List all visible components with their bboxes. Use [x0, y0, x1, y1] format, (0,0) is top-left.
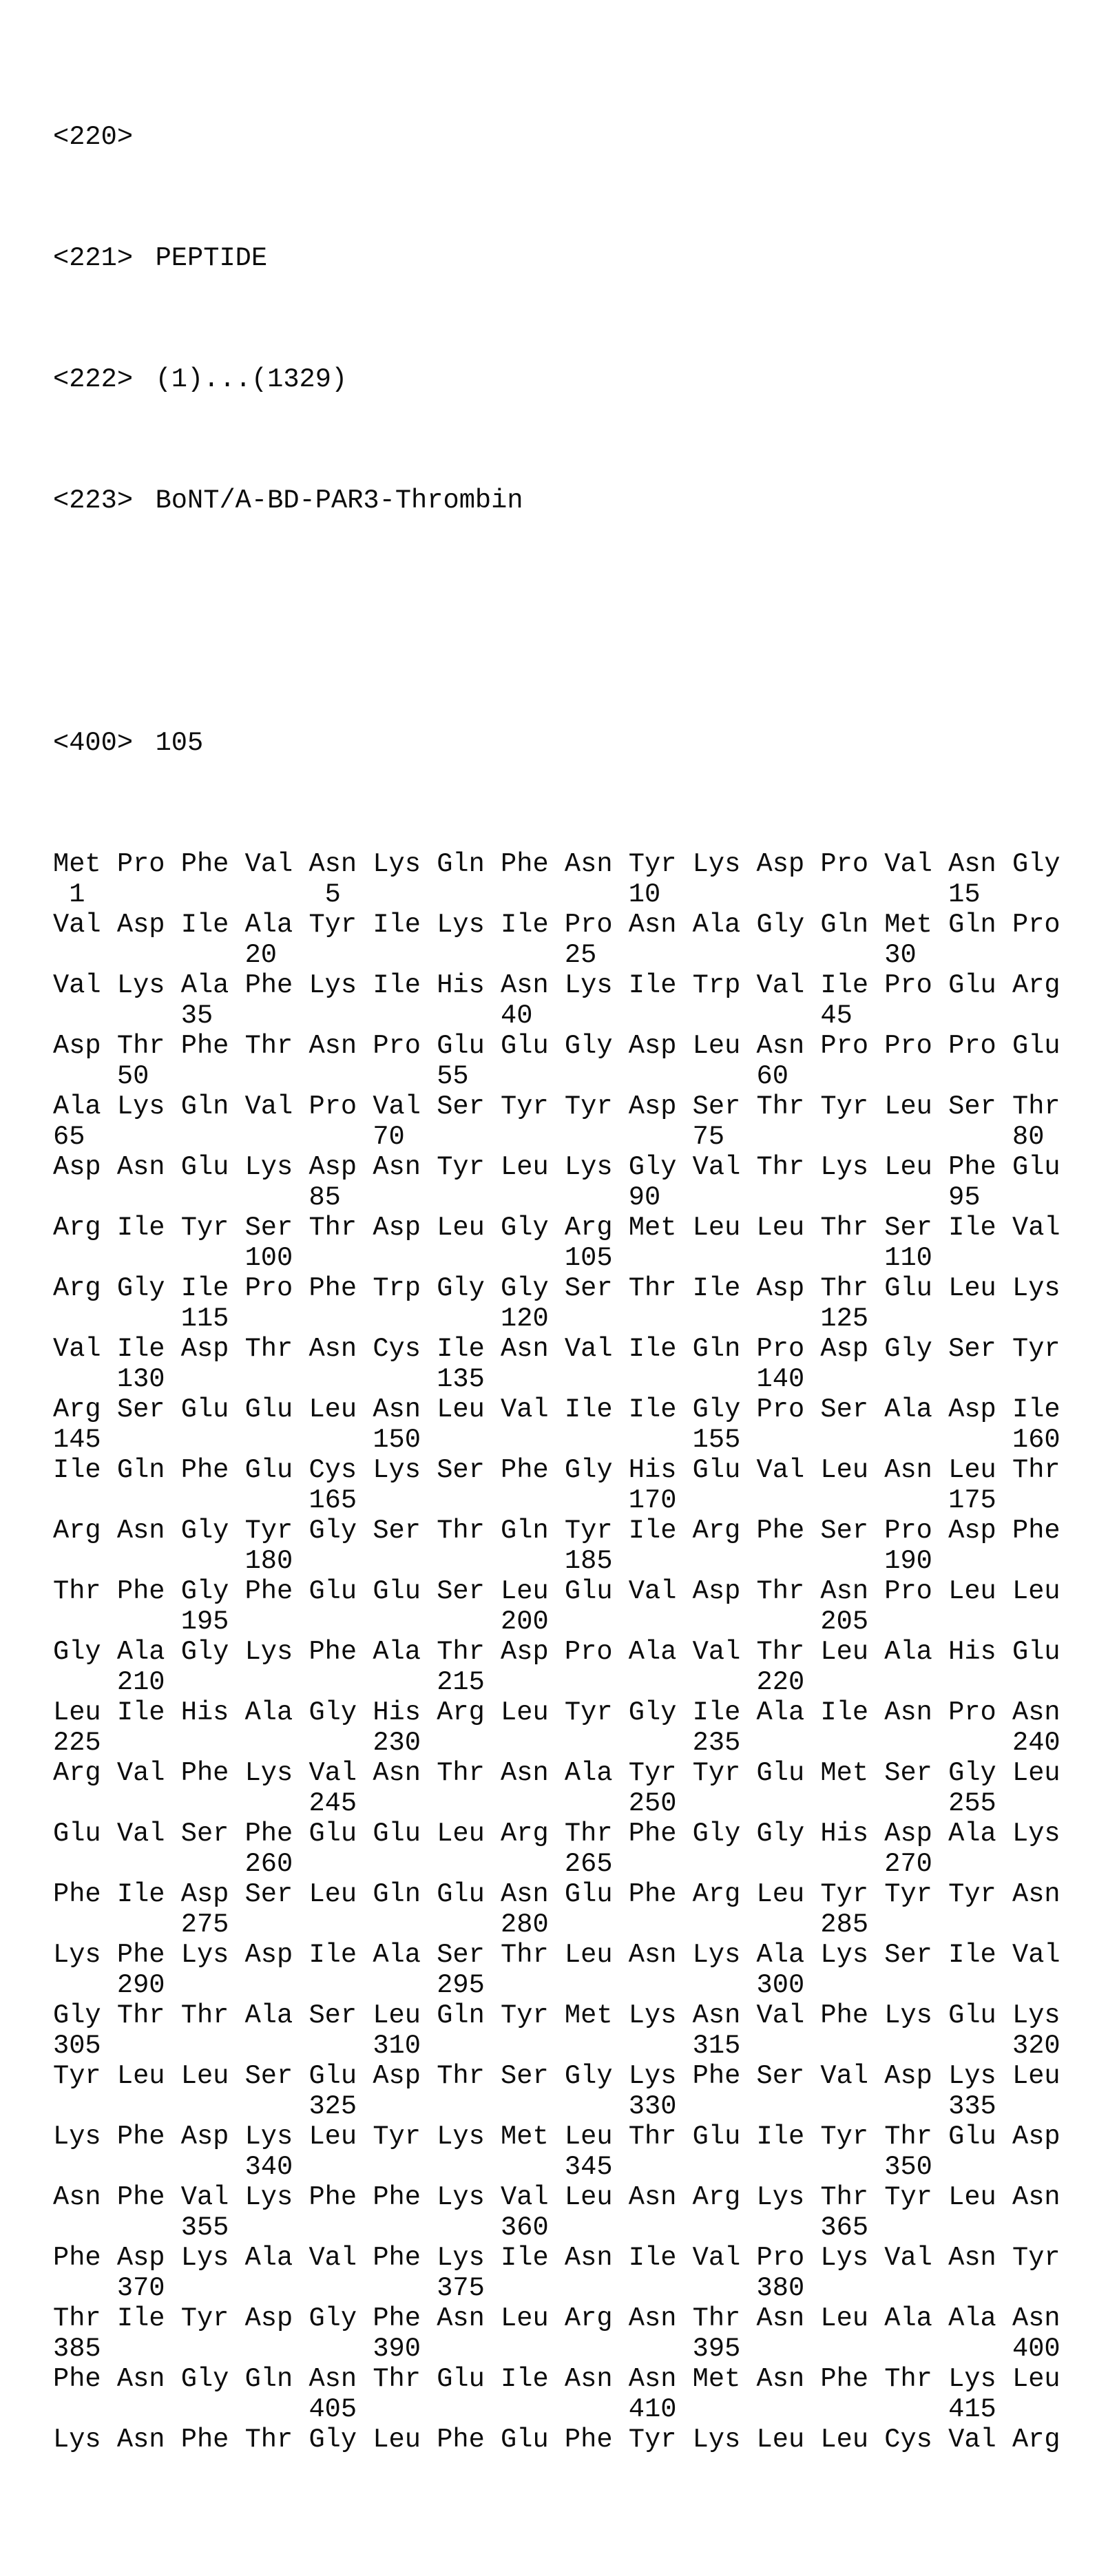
sequence-line-10: Arg Ser Glu Glu Leu Asn Leu Val Ile Ile Gly Pro Ser Ala Asp Ile [53, 1394, 1060, 1425]
sequence-line-5: Ala Lys Gln Val Pro Val Ser Tyr Tyr Asp Ser Thr Tyr Leu Ser Thr [53, 1091, 1060, 1122]
numbering-line-12: 180 185 190 [53, 1546, 1108, 1576]
feature-tag-223: <223> [53, 485, 134, 516]
numbering-line-20: 305 310 315 320 [53, 2031, 1108, 2061]
sequence-line-3: Val Lys Ala Phe Lys Ile His Asn Lys Ile Trp Val Ile Pro Glu Arg [53, 970, 1060, 1001]
numbering-line-8: 115 120 125 [53, 1303, 1108, 1334]
numbering-line-7: 100 105 110 [53, 1243, 1108, 1273]
numbering-line-25: 385 390 395 400 [53, 2334, 1108, 2364]
sequence-line-13: Thr Phe Gly Phe Glu Glu Ser Leu Glu Val Asp Thr Asn Pro Leu Leu [53, 1576, 1060, 1606]
feature-value-222: (1)...(1329) [155, 364, 348, 395]
sequence-line-22: Lys Phe Asp Lys Leu Tyr Lys Met Leu Thr Glu Ile Tyr Thr Glu Asp [53, 2122, 1060, 2152]
sequence-line-12: Arg Asn Gly Tyr Gly Ser Thr Gln Tyr Ile Arg Phe Ser Pro Asp Phe [53, 1516, 1060, 1546]
sequence-line-26: Phe Asn Gly Gln Asn Thr Glu Ile Asn Asn Met Asn Phe Thr Lys Leu [53, 2364, 1060, 2394]
numbering-line-4: 50 55 60 [53, 1061, 1108, 1091]
sequence-line-1: Met Pro Phe Val Asn Lys Gln Phe Asn Tyr Lys Asp Pro Val Asn Gly [53, 849, 1060, 879]
feature-header-line-221 [53, 243, 1108, 273]
sequence-line-4: Asp Thr Phe Thr Asn Pro Glu Glu Gly Asp Leu Asn Pro Pro Pro Glu [53, 1031, 1060, 1061]
sequence-line-17: Glu Val Ser Phe Glu Glu Leu Arg Thr Phe Gly Gly His Asp Ala Lys [53, 1819, 1060, 1849]
sequence-tag: <400> [53, 728, 134, 758]
numbering-line-3: 35 40 45 [53, 1001, 1108, 1031]
numbering-line-13: 195 200 205 [53, 1606, 1108, 1637]
sequence-line-15: Leu Ile His Ala Gly His Arg Leu Tyr Gly Ile Ala Ile Asn Pro Asn [53, 1697, 1060, 1728]
numbering-line-5: 65 70 75 80 [53, 1122, 1108, 1152]
numbering-line-16: 245 250 255 [53, 1788, 1108, 1819]
sequence-line-24: Phe Asp Lys Ala Val Phe Lys Ile Asn Ile Val Pro Lys Val Asn Tyr [53, 2243, 1060, 2273]
numbering-line-11: 165 170 175 [53, 1485, 1108, 1516]
feature-value-223: BoNT/A-BD-PAR3-Thrombin [155, 485, 523, 516]
numbering-line-21: 325 330 335 [53, 2091, 1108, 2122]
numbering-line-17: 260 265 270 [53, 1849, 1108, 1879]
numbering-line-22: 340 345 350 [53, 2152, 1108, 2182]
sequence-line-8: Arg Gly Ile Pro Phe Trp Gly Gly Ser Thr Ile Asp Thr Glu Leu Lys [53, 1273, 1060, 1303]
sequence-rows [53, 849, 1108, 2485]
feature-tag-221: <221> [53, 243, 134, 273]
sequence-line-27: Lys Asn Phe Thr Gly Leu Phe Glu Phe Tyr Lys Leu Leu Cys Val Arg [53, 2425, 1060, 2455]
sequence-line-19: Lys Phe Lys Asp Ile Ala Ser Thr Leu Asn Lys Ala Lys Ser Ile Val [53, 1940, 1060, 1970]
sequence-id-line [53, 728, 1108, 758]
feature-header-line-222 [53, 364, 1108, 395]
feature-value-221: PEPTIDE [155, 243, 268, 273]
numbering-line-15: 225 230 235 240 [53, 1728, 1108, 1758]
numbering-line-18: 275 280 285 [53, 1909, 1108, 1940]
numbering-line-6: 85 90 95 [53, 1182, 1108, 1213]
blank-line [53, 607, 1108, 637]
feature-tag-222: <222> [53, 364, 134, 395]
sequence-line-16: Arg Val Phe Lys Val Asn Thr Asn Ala Tyr Tyr Glu Met Ser Gly Leu [53, 1758, 1060, 1788]
sequence-id: 105 [155, 728, 204, 758]
numbering-line-24: 370 375 380 [53, 2273, 1108, 2303]
numbering-line-14: 210 215 220 [53, 1667, 1108, 1697]
numbering-line-10: 145 150 155 160 [53, 1425, 1108, 1455]
numbering-line-19: 290 295 300 [53, 1970, 1108, 2000]
sequence-line-20: Gly Thr Thr Ala Ser Leu Gln Tyr Met Lys Asn Val Phe Lys Glu Lys [53, 2000, 1060, 2031]
sequence-line-6: Asp Asn Glu Lys Asp Asn Tyr Leu Lys Gly Val Thr Lys Leu Phe Glu [53, 1152, 1060, 1182]
feature-header-line-220 [53, 122, 1108, 152]
sequence-line-23: Asn Phe Val Lys Phe Phe Lys Val Leu Asn Arg Lys Thr Tyr Leu Asn [53, 2182, 1060, 2212]
sequence-line-25: Thr Ile Tyr Asp Gly Phe Asn Leu Arg Asn Thr Asn Leu Ala Ala Asn [53, 2303, 1060, 2334]
sequence-line-11: Ile Gln Phe Glu Cys Lys Ser Phe Gly His Glu Val Leu Asn Leu Thr [53, 1455, 1060, 1485]
sequence-line-18: Phe Ile Asp Ser Leu Gln Glu Asn Glu Phe Arg Leu Tyr Tyr Tyr Asn [53, 1879, 1060, 1909]
sequence-line-7: Arg Ile Tyr Ser Thr Asp Leu Gly Arg Met Leu Leu Thr Ser Ile Val [53, 1213, 1060, 1243]
sequence-line-14: Gly Ala Gly Lys Phe Ala Thr Asp Pro Ala Val Thr Leu Ala His Glu [53, 1637, 1060, 1667]
numbering-line-23: 355 360 365 [53, 2212, 1108, 2243]
numbering-line-9: 130 135 140 [53, 1364, 1108, 1394]
numbering-line-27 [53, 2455, 1108, 2485]
numbering-line-2: 20 25 30 [53, 940, 1108, 970]
sequence-line-9: Val Ile Asp Thr Asn Cys Ile Asn Val Ile Gln Pro Asp Gly Ser Tyr [53, 1334, 1060, 1364]
sequence-line-2: Val Asp Ile Ala Tyr Ile Lys Ile Pro Asn Ala Gly Gln Met Gln Pro [53, 910, 1060, 940]
feature-tag-220: <220> [53, 122, 134, 152]
feature-header-line-223 [53, 485, 1108, 516]
sequence-line-21: Tyr Leu Leu Ser Glu Asp Thr Ser Gly Lys Phe Ser Val Asp Lys Leu [53, 2061, 1060, 2091]
numbering-line-26: 405 410 415 [53, 2394, 1108, 2425]
numbering-line-1: 1 5 10 15 [53, 879, 1108, 910]
